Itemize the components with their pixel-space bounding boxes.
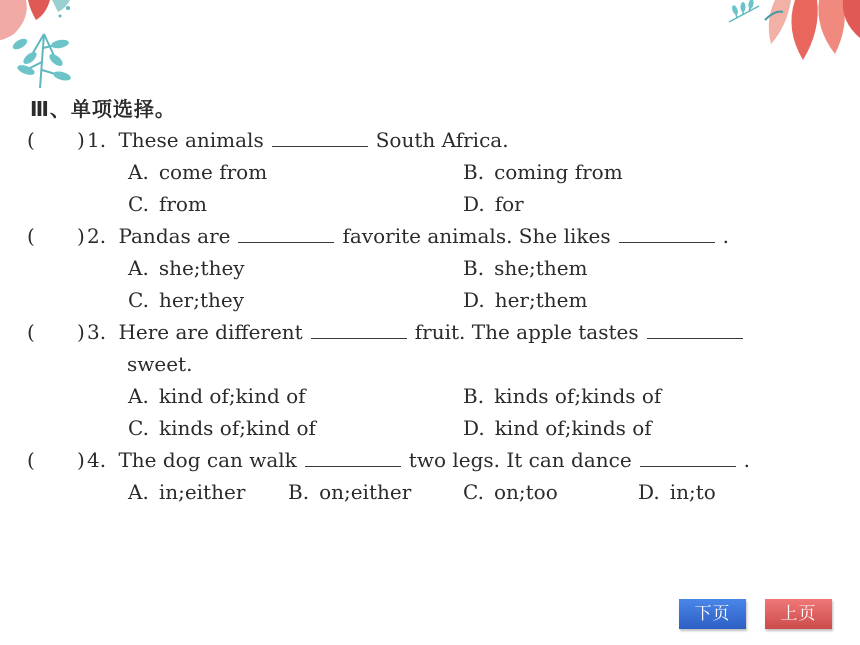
option-c: C. from — [128, 192, 207, 216]
question-number: 4. — [87, 448, 107, 472]
answer-blank — [272, 128, 368, 147]
option-c: C. her;they — [128, 288, 245, 312]
answer-blank — [619, 224, 715, 243]
option-d: D. her;them — [463, 288, 588, 312]
option-b: B. coming from — [463, 160, 623, 184]
question-1-stem: 1. These animals South Africa. — [87, 128, 509, 152]
leaf-decoration-top-left — [0, 0, 90, 92]
next-page-button[interactable]: 下页 — [679, 599, 746, 629]
question-3-stem-continued: sweet. — [127, 352, 193, 376]
option-a: A. in;either — [128, 480, 246, 504]
previous-page-button[interactable]: 上页 — [765, 599, 832, 629]
question-number: 2. — [87, 224, 107, 248]
option-b: B. she;them — [463, 256, 588, 280]
answer-blank — [305, 448, 401, 467]
leaf-decoration-top-right — [725, 0, 860, 72]
answer-blank — [238, 224, 334, 243]
answer-blank — [311, 320, 407, 339]
option-c: C. on;too — [463, 480, 558, 504]
question-2-stem: 2. Pandas are favorite animals. She likes . — [87, 224, 729, 248]
option-b: B. on;either — [288, 480, 412, 504]
option-b: B. kinds of;kinds of — [463, 384, 662, 408]
question-number: 1. — [87, 128, 107, 152]
answer-blank — [647, 320, 743, 339]
option-c: C. kinds of;kind of — [128, 416, 316, 440]
option-a: A. she;they — [128, 256, 245, 280]
option-a: A. come from — [128, 160, 268, 184]
option-d: D. in;to — [638, 480, 716, 504]
question-4-stem: 4. The dog can walk two legs. It can dance . — [87, 448, 751, 472]
option-d: D. for — [463, 192, 524, 216]
answer-blank — [640, 448, 736, 467]
question-3-stem: 3. Here are different fruit. The apple tastes — [87, 319, 751, 345]
question-number: 3. — [87, 320, 107, 344]
option-d: D. kind of;kinds of — [463, 416, 652, 440]
section-title: Ⅲ、单项选择。 — [30, 97, 176, 121]
option-a: A. kind of;kind of — [128, 384, 306, 408]
